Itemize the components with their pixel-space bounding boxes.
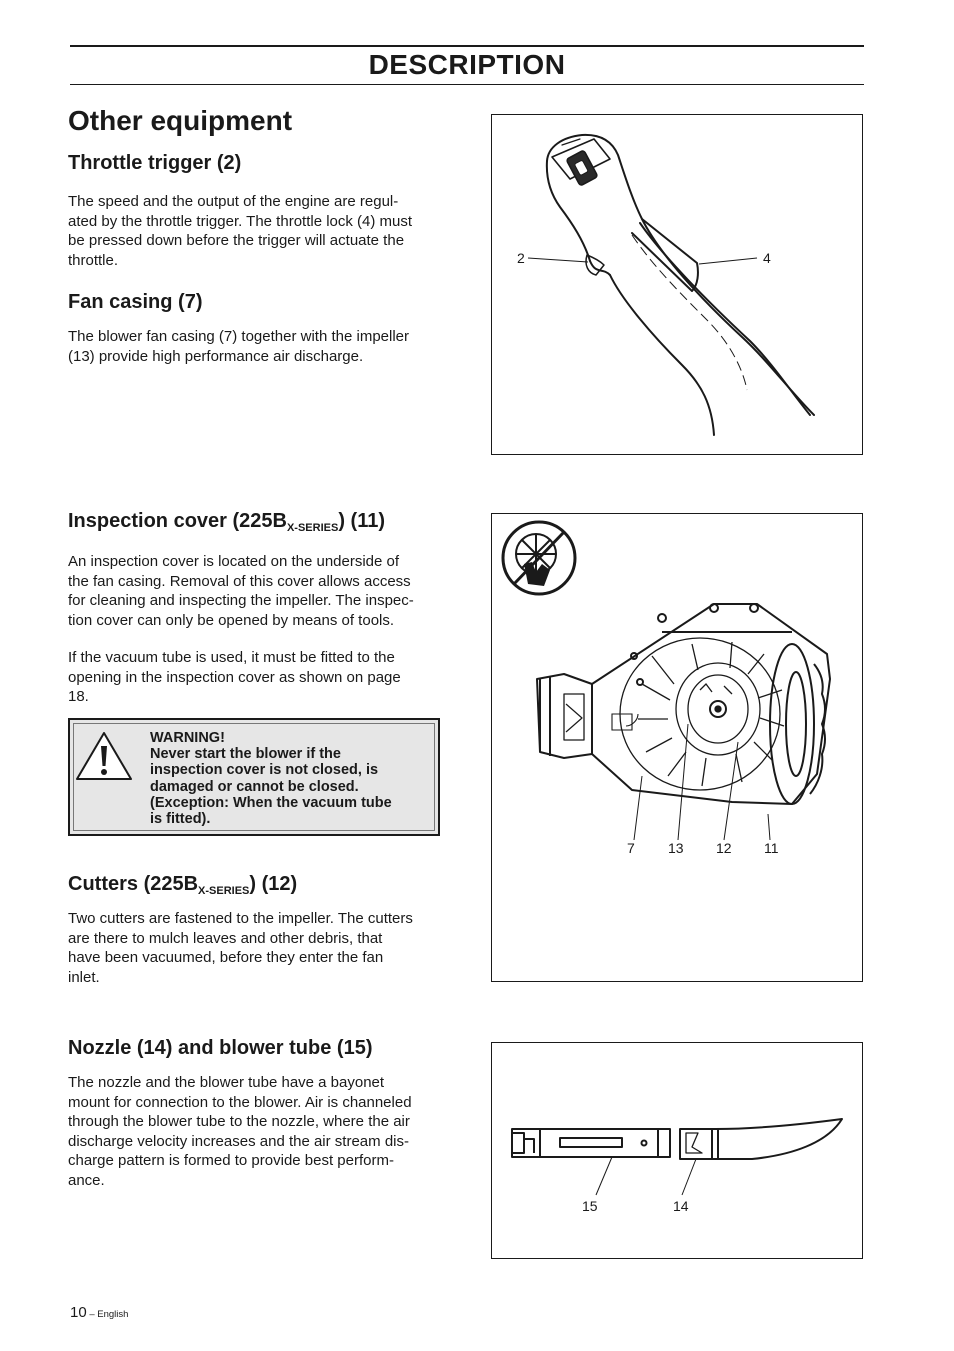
callout-7: 7 <box>627 840 635 856</box>
text-line: ated by the throttle trigger. The throttle lock (4) must <box>68 212 413 230</box>
warning-line: Never start the blower if the <box>150 746 341 763</box>
callout-14: 14 <box>673 1198 689 1214</box>
callout-13: 13 <box>668 840 684 856</box>
footer-separator: – <box>86 1309 98 1320</box>
throttle-paragraph <box>68 192 440 270</box>
inspection-paragraph-1 <box>68 552 440 630</box>
text-line: inlet. <box>68 968 100 986</box>
fan-casing-illustration <box>492 514 862 981</box>
figure-throttle-handle <box>491 114 863 455</box>
text-line: The nozzle and the blower tube have a bayonet <box>68 1074 385 1091</box>
warning-box <box>68 718 440 836</box>
callout-2: 2 <box>517 250 525 266</box>
text-line: for cleaning and inspecting the impeller. The inspec- <box>68 592 414 610</box>
text-line: discharge velocity increases and the air stream dis- <box>68 1132 409 1150</box>
text-line: through the blower tube to the nozzle, where the air <box>68 1113 410 1131</box>
warning-line: is fitted). <box>150 811 211 828</box>
inspection-heading <box>68 509 385 533</box>
handle-illustration <box>492 115 862 454</box>
text-line: 18. <box>68 688 89 706</box>
text-line: (13) provide high performance air discharge. <box>68 347 364 365</box>
heading-text: Inspection cover (225B <box>68 510 287 532</box>
text-line: An inspection cover is located on the underside of <box>68 553 400 570</box>
heading-subscript: X-SERIES <box>286 522 339 534</box>
text-line: mount for connection to the blower. Air is channeled <box>68 1093 412 1111</box>
page-footer <box>70 1304 128 1321</box>
cutters-heading <box>68 872 297 896</box>
text-line: the fan casing. Removal of this cover allows access <box>68 572 411 590</box>
warning-line: damaged or cannot be closed. <box>150 778 359 795</box>
callout-12: 12 <box>716 840 732 856</box>
throttle-heading: Throttle trigger (2) <box>68 152 242 174</box>
figure-tubes <box>491 1042 863 1259</box>
text-line: have been vacuumed, before they enter the fan <box>68 949 384 967</box>
tubes-illustration <box>492 1043 862 1258</box>
section-title: DESCRIPTION <box>368 49 566 80</box>
text-line: The speed and the output of the engine are regul- <box>68 193 399 210</box>
text-line: tion cover can only be opened by means of tools. <box>68 611 395 629</box>
nozzle-heading: Nozzle (14) and blower tube (15) <box>68 1037 373 1059</box>
heading-text: ) (12) <box>249 873 298 895</box>
fan-heading: Fan casing (7) <box>68 291 203 313</box>
warning-line: WARNING! <box>150 730 225 746</box>
page-number: 10 <box>70 1304 87 1321</box>
footer-language: English <box>97 1309 129 1320</box>
callout-4: 4 <box>763 250 771 266</box>
page-title: Other equipment <box>68 105 293 136</box>
warning-text <box>150 730 430 827</box>
heading-text: Cutters (225B <box>68 873 199 895</box>
text-line: throttle. <box>68 251 119 269</box>
heading-subscript: X-SERIES <box>198 885 250 897</box>
warning-triangle-icon <box>74 730 134 782</box>
header-bottom-rule <box>70 84 864 85</box>
text-line: The blower fan casing (7) together with the impeller <box>68 328 410 345</box>
nozzle-paragraph <box>68 1073 440 1191</box>
text-line: Two cutters are fastened to the impeller. The cutters <box>68 910 413 927</box>
warning-line: (Exception: When the vacuum tube <box>150 794 392 811</box>
text-line: opening in the inspection cover as shown on page <box>68 668 401 686</box>
heading-text: ) (11) <box>338 510 386 532</box>
text-line: charge pattern is formed to provide best perform- <box>68 1152 394 1170</box>
no-hands-icon <box>503 522 575 594</box>
text-line: If the vacuum tube is used, it must be fitted to the <box>68 649 395 666</box>
inspection-paragraph-2 <box>68 648 440 707</box>
text-line: ance. <box>68 1171 105 1189</box>
callout-11: 11 <box>764 840 779 856</box>
warning-line: inspection cover is not closed, is <box>150 762 379 779</box>
callout-15: 15 <box>582 1198 598 1214</box>
header-top-rule <box>70 45 864 47</box>
text-line: be pressed down before the trigger will actuate the <box>68 232 405 250</box>
text-line: are there to mulch leaves and other debris, that <box>68 929 383 947</box>
cutters-paragraph <box>68 909 440 987</box>
fan-paragraph <box>68 327 440 366</box>
figure-fan-casing <box>491 513 863 982</box>
